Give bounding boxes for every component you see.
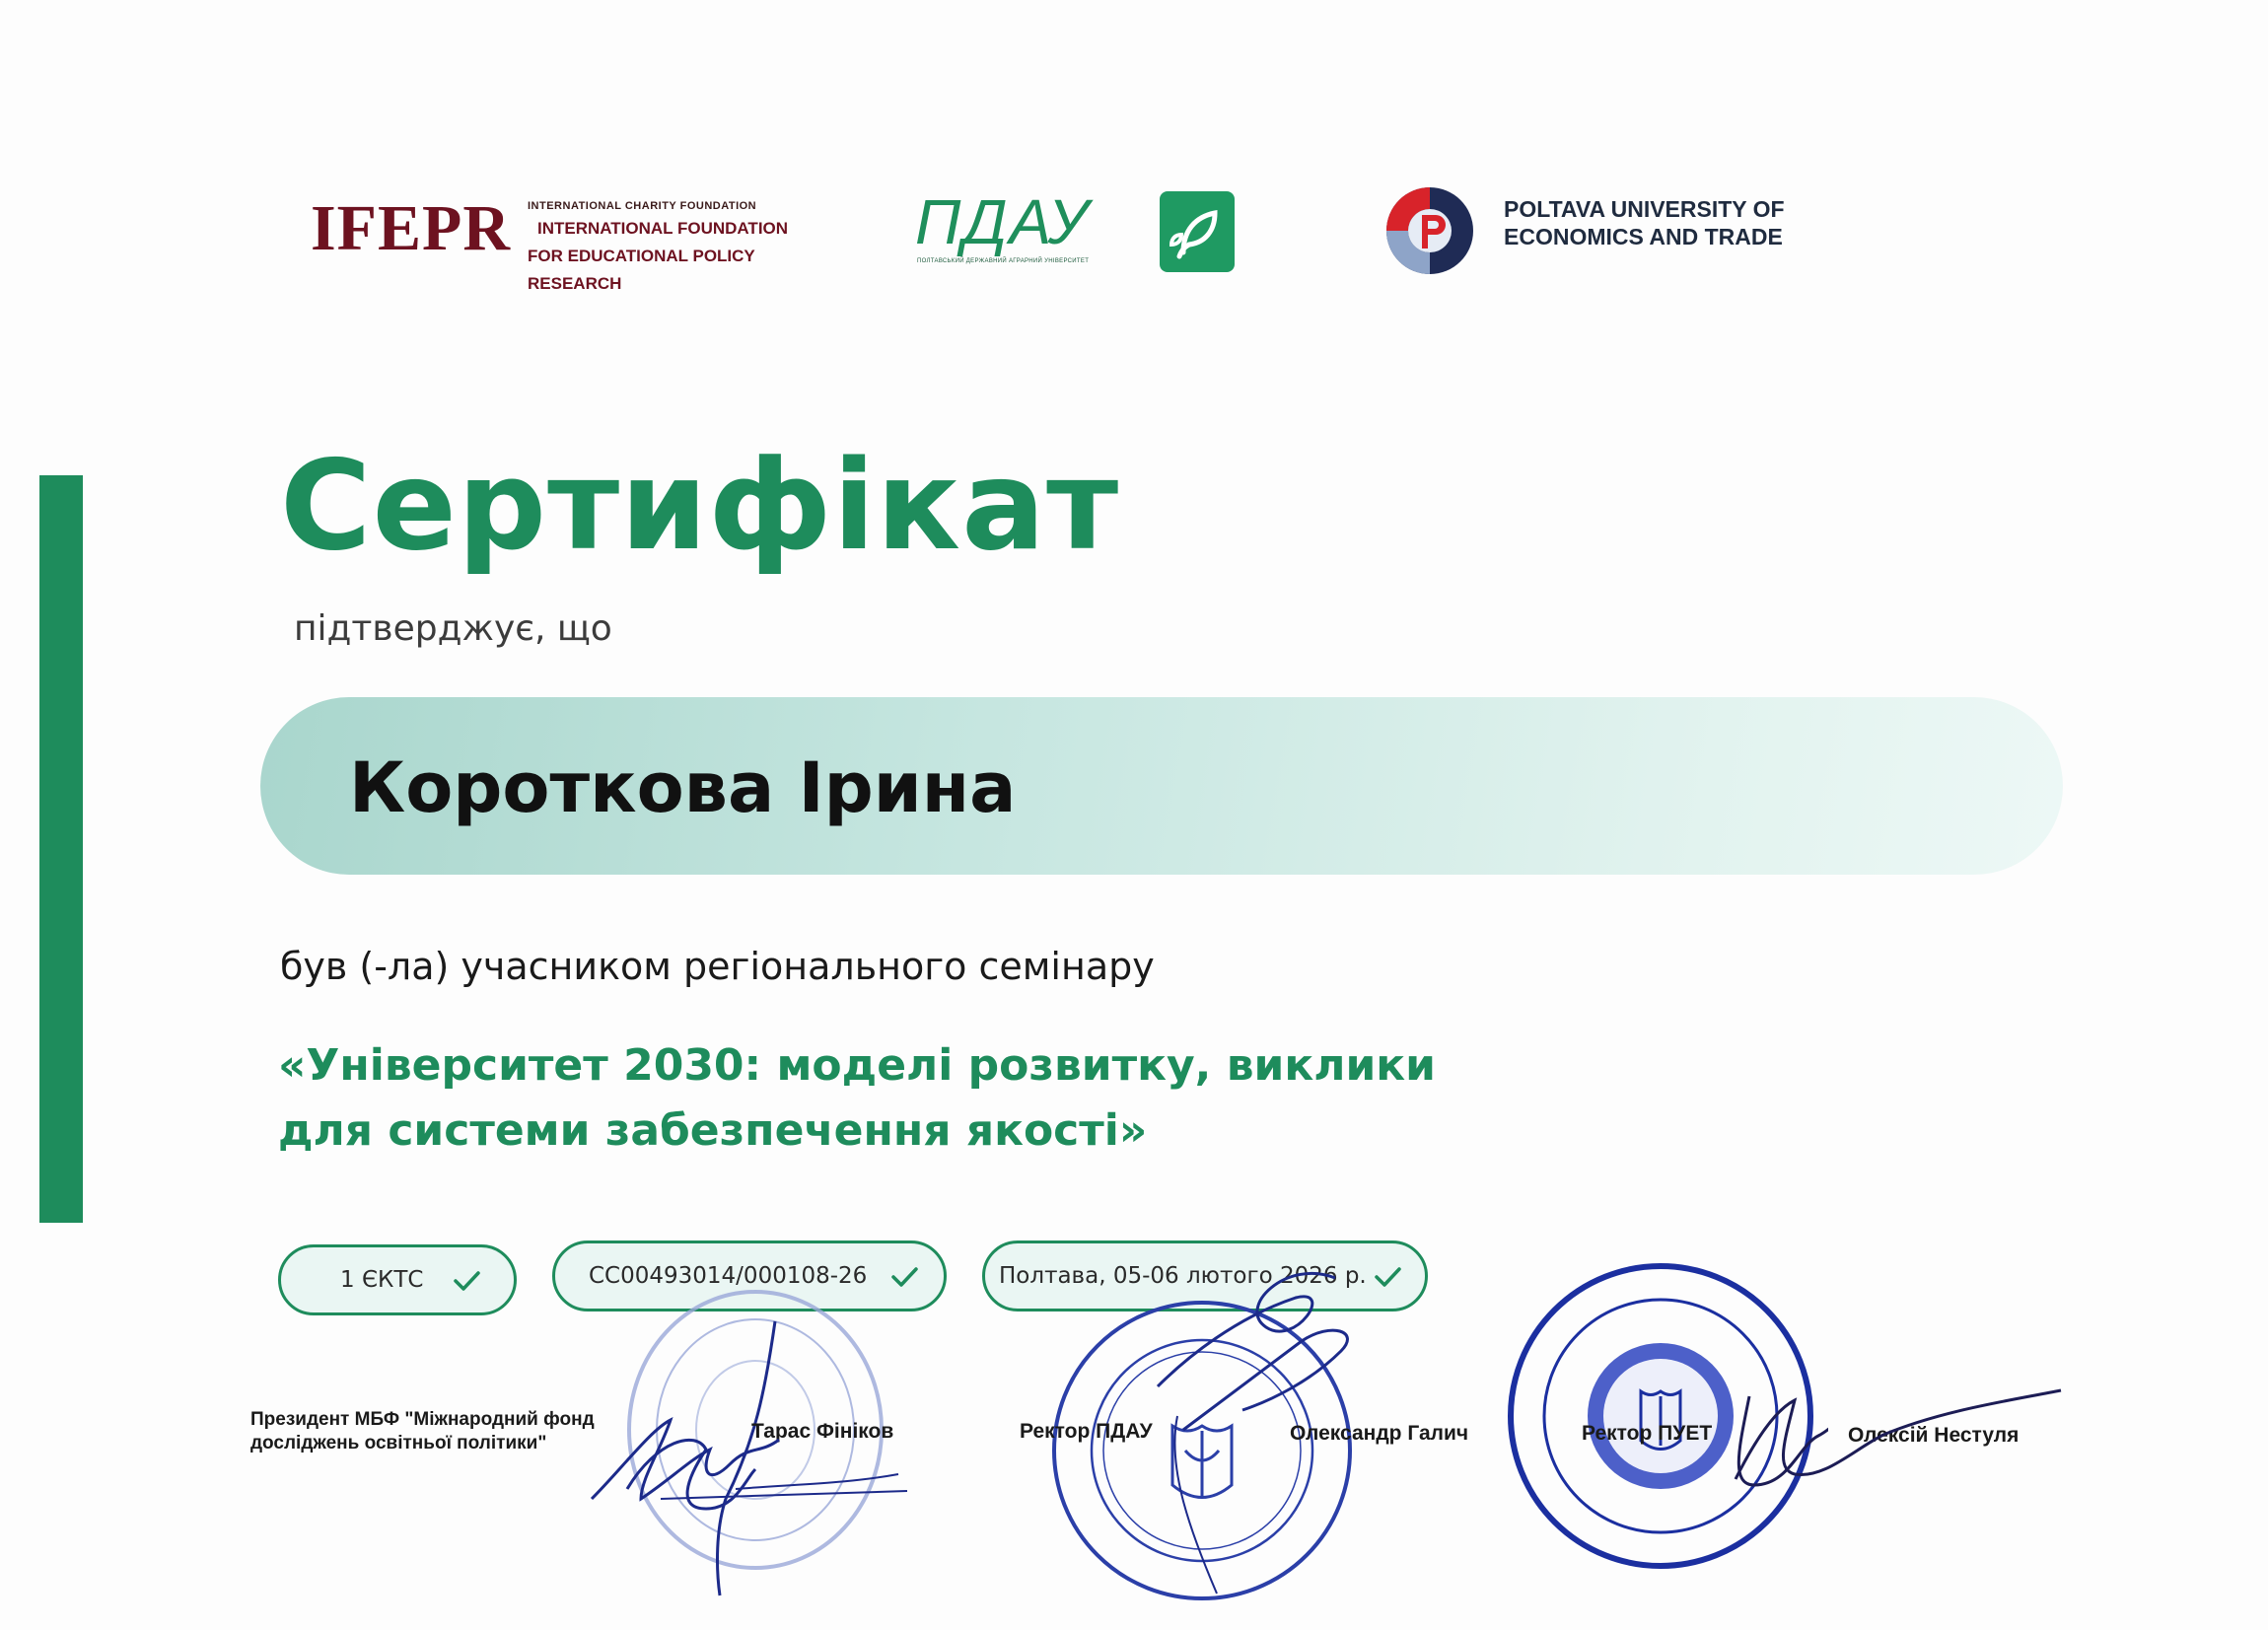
recipient-name: Короткова Ірина xyxy=(349,747,1017,828)
signature-2 xyxy=(1164,1311,1381,1450)
check-icon xyxy=(1372,1261,1403,1293)
seminar-title-line-1: «Університет 2030: моделі розвитку, виклики xyxy=(278,1040,1436,1091)
puet-logo-icon xyxy=(1381,181,1479,280)
pdau-logo-subline: ПОЛТАВСЬКИЙ ДЕРЖАВНИЙ АГРАРНИЙ УНІВЕРСИТЕТ xyxy=(917,258,1090,264)
ifepr-line-3: FOR EDUCATIONAL POLICY RESEARCH xyxy=(528,247,755,293)
puet-logo-text xyxy=(1504,195,1785,250)
place-date-text: Полтава, 05-06 лютого 2026 р. xyxy=(999,1263,1367,1289)
signatory-1-name: Тарас Фініков xyxy=(751,1420,894,1443)
ifepr-line-2: INTERNATIONAL FOUNDATION xyxy=(537,219,789,238)
ifepr-logo-mark: IFEPR xyxy=(311,192,511,264)
signatory-2-position: Ректор ПДАУ xyxy=(1020,1420,1153,1443)
check-icon xyxy=(451,1265,482,1297)
accent-bar xyxy=(39,475,83,1223)
puet-line-1: POLTAVA UNIVERSITY OF xyxy=(1504,196,1785,222)
ifepr-line-1: INTERNATIONAL CHARITY FOUNDATION xyxy=(528,200,757,212)
confirms-text: підтверджує, що xyxy=(294,608,612,649)
signature-3 xyxy=(1716,1381,2071,1499)
certificate-code-text: CC00493014/000108-26 xyxy=(589,1263,868,1289)
signatory-3-position: Ректор ПУЕТ xyxy=(1582,1422,1713,1445)
pdau-logo-mark: ПДАУ xyxy=(915,186,1091,257)
credits-badge xyxy=(278,1244,517,1315)
seminar-title-line-2: для системи забезпечення якості» xyxy=(278,1105,1148,1156)
participation-text: був (-ла) учасником регіонального семінару xyxy=(280,945,1155,988)
signature-1 xyxy=(582,1361,937,1519)
seminar-title xyxy=(278,1033,1560,1164)
puet-logo xyxy=(1381,177,1824,286)
signatory-3-name: Олексій Нестуля xyxy=(1848,1424,2020,1447)
signatory-2-name: Олександр Галич xyxy=(1290,1422,1469,1445)
pdau-logo xyxy=(915,186,1240,278)
credits-badge-text: 1 ЄКТС xyxy=(340,1267,424,1293)
ifepr-logo xyxy=(311,192,789,293)
certificate-title: Сертифікат xyxy=(280,433,1120,578)
puet-line-2: ECONOMICS AND TRADE xyxy=(1504,224,1783,249)
recipient-banner xyxy=(260,697,2063,875)
pdau-leaf-icon xyxy=(1160,191,1235,272)
ifepr-logo-text xyxy=(528,197,794,298)
signatory-1-position: Президент МБФ "Міжнародний фонд досліджень освітньої політики" xyxy=(250,1409,595,1453)
